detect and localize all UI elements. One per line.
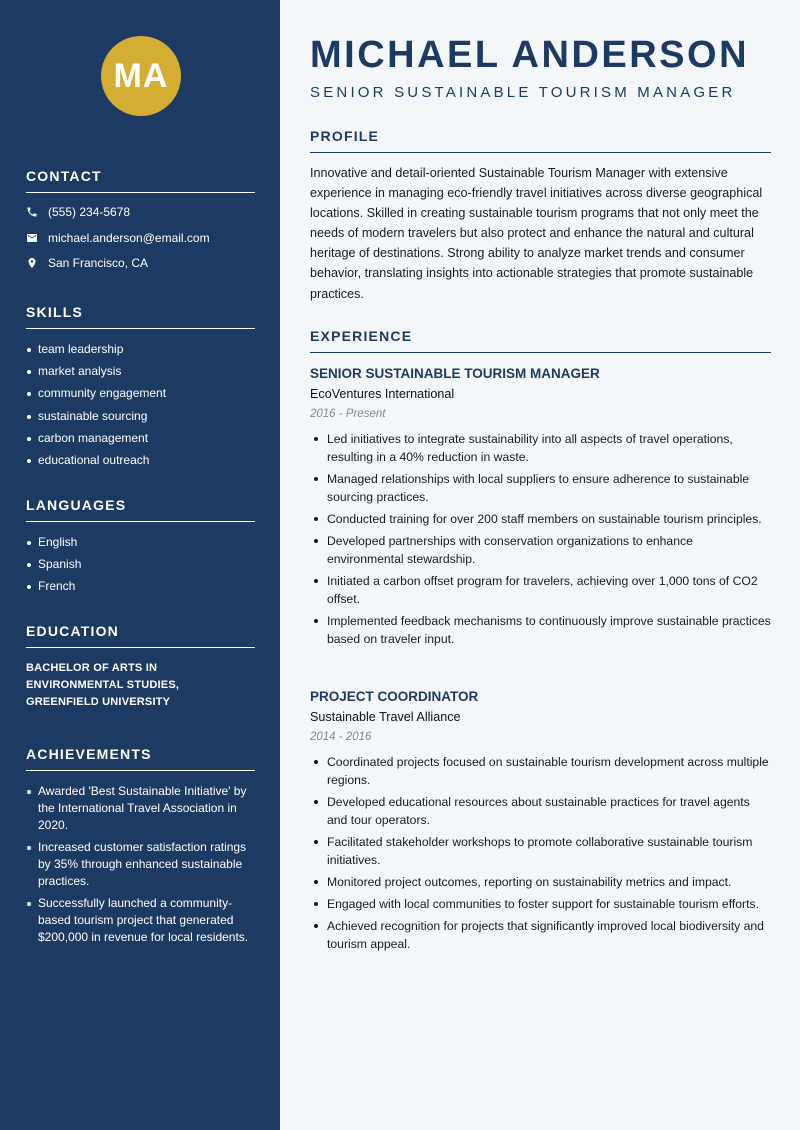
language-item: English — [26, 534, 255, 551]
skill-item: community engagement — [26, 385, 255, 402]
job-entry — [310, 689, 771, 957]
education-section — [26, 623, 255, 711]
skills-heading: SKILLS — [26, 304, 255, 329]
achievement-item: Increased customer satisfaction ratings by 35% through enhanced sustainable practices. — [26, 839, 255, 890]
email-icon — [26, 232, 38, 244]
job-bullets — [310, 430, 771, 648]
skills-section — [26, 304, 255, 474]
job-bullet: Conducted training for over 200 staff members on sustainable tourism principles. — [310, 510, 771, 528]
languages-section — [26, 497, 255, 601]
job-bullets — [310, 753, 771, 953]
job-bullet: Achieved recognition for projects that significantly improved local biodiversity and tourism appeal. — [310, 917, 771, 953]
job-company: Sustainable Travel Alliance — [310, 710, 461, 724]
job-bullet: Led initiatives to integrate sustainability into all aspects of travel operations, resulting in a 40% reduction in waste. — [310, 430, 771, 466]
phone-icon — [26, 206, 38, 218]
job-bullet: Implemented feedback mechanisms to continuously improve sustainable practices based on traveler input. — [310, 612, 771, 648]
contact-location — [26, 256, 255, 270]
contact-phone — [26, 205, 255, 219]
skills-list — [26, 341, 255, 469]
education-heading: EDUCATION — [26, 623, 255, 648]
contact-heading: CONTACT — [26, 168, 255, 193]
achievements-list — [26, 783, 255, 946]
experience-heading: EXPERIENCE — [310, 328, 771, 353]
candidate-title: SENIOR SUSTAINABLE TOURISM MANAGER — [310, 84, 736, 101]
language-item: Spanish — [26, 556, 255, 573]
job-dates: 2014 - 2016 — [310, 731, 372, 743]
email-text: michael.anderson@email.com — [48, 230, 210, 245]
job-title: PROJECT COORDINATOR — [310, 689, 479, 704]
job-bullet: Developed educational resources about sustainable practices for travel agents and tour operators. — [310, 793, 771, 829]
candidate-name: MICHAEL ANDERSON — [310, 34, 750, 76]
location-text: San Francisco, CA — [48, 256, 149, 270]
job-dates: 2016 - Present — [310, 408, 386, 420]
skill-item: sustainable sourcing — [26, 408, 255, 425]
job-bullet: Coordinated projects focused on sustainable tourism development across multiple regions. — [310, 753, 771, 789]
job-bullet: Facilitated stakeholder workshops to promote collaborative sustainable tourism initiatives. — [310, 833, 771, 869]
achievement-item: Successfully launched a community-based tourism project that generated $200,000 in revenue for local residents. — [26, 895, 255, 946]
achievement-item: Awarded 'Best Sustainable Initiative' by the International Travel Association in 2020. — [26, 783, 255, 834]
profile-heading: PROFILE — [310, 128, 771, 153]
job-bullet: Engaged with local communities to foster support for sustainable tourism efforts. — [310, 895, 771, 913]
location-pin-icon — [26, 257, 38, 269]
job-bullet: Managed relationships with local suppliers to ensure adherence to sustainable sourcing practices. — [310, 470, 771, 506]
job-bullet: Monitored project outcomes, reporting on sustainability metrics and impact. — [310, 873, 771, 891]
contact-email — [26, 231, 255, 245]
language-item: French — [26, 578, 255, 595]
sidebar — [0, 0, 280, 1130]
phone-text: (555) 234-5678 — [48, 205, 131, 219]
contact-section — [26, 168, 255, 282]
achievements-section — [26, 746, 255, 952]
skill-item: team leadership — [26, 341, 255, 358]
job-bullet: Developed partnerships with conservation organizations to enhance environmental stewardship. — [310, 532, 771, 568]
languages-heading: LANGUAGES — [26, 497, 255, 522]
achievements-heading: ACHIEVEMENTS — [26, 746, 255, 771]
languages-list — [26, 534, 255, 595]
profile-text: Innovative and detail-oriented Sustainable Tourism Manager with extensive experience in managing eco-friendly travel initiatives across diverse geographical locations. Skilled in creating sustainable tourism programs that not only meet the needs of modern travelers but also protect and enhance the natural and cultural heritage of destinations. Strong ability to analyze market trends and consumer behavior, translating insights into actionable strategies that promote sustainable practices. — [310, 166, 763, 301]
education-degree: BACHELOR OF ARTS IN ENVIRONMENTAL STUDIES, GREENFIELD UNIVERSITY — [26, 662, 180, 708]
skill-item: carbon management — [26, 430, 255, 447]
job-bullet: Initiated a carbon offset program for travelers, achieving over 1,000 tons of CO2 offset. — [310, 572, 771, 608]
skill-item: educational outreach — [26, 452, 255, 469]
skill-item: market analysis — [26, 363, 255, 380]
job-entry — [310, 366, 771, 652]
avatar: MA — [101, 36, 181, 116]
job-company: EcoVentures International — [310, 387, 455, 401]
job-title: SENIOR SUSTAINABLE TOURISM MANAGER — [310, 366, 600, 381]
